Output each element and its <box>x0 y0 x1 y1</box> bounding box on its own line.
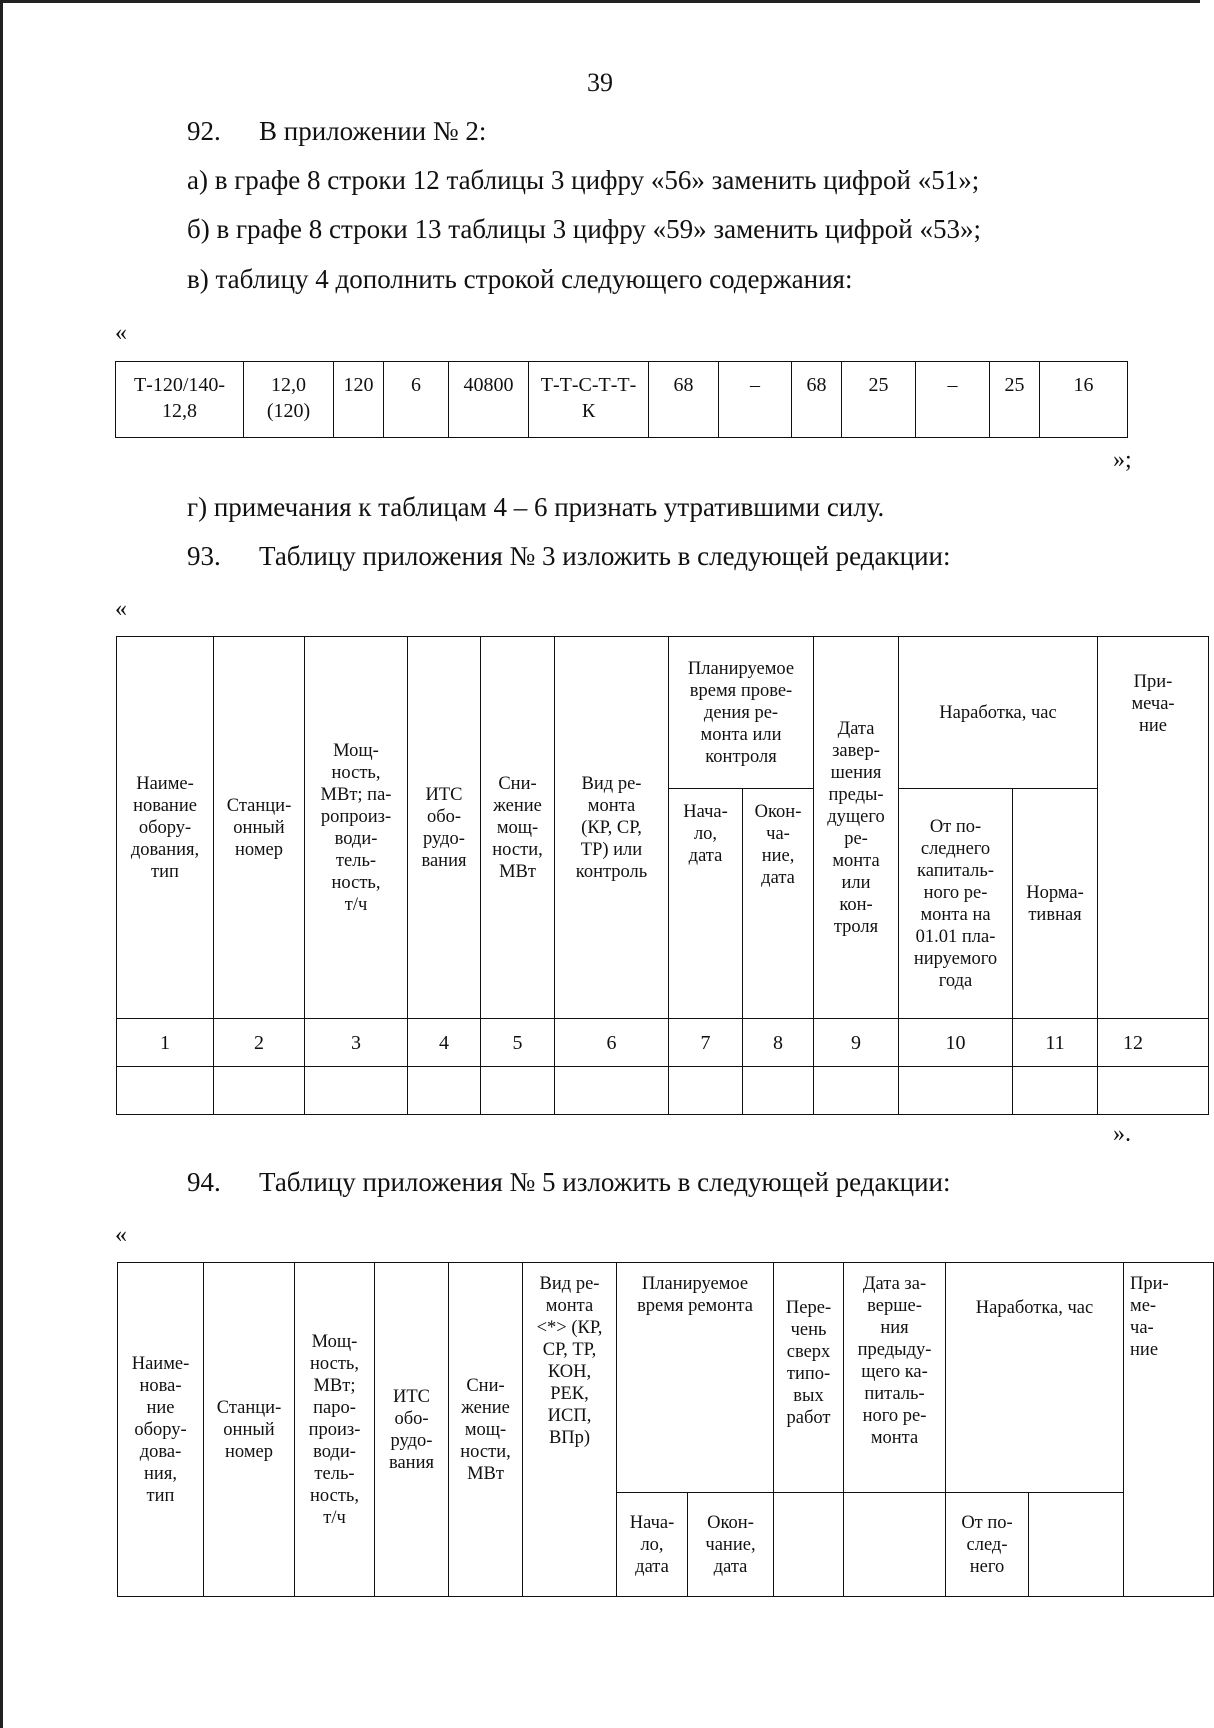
close-quote-93: ». <box>1113 1121 1131 1147</box>
header-station-number <box>204 1263 295 1597</box>
header-text: Наработка, час <box>939 702 1057 723</box>
col-number <box>743 1019 814 1067</box>
empty-cell <box>1029 1493 1124 1597</box>
cell <box>649 362 719 438</box>
close-quote-92: »; <box>1113 447 1132 473</box>
cell <box>842 362 916 438</box>
item-92-b: б) в графе 8 строки 13 таблицы 3 цифру «59» заменить цифрой «53»; <box>187 214 981 244</box>
header-text: Норма- тивная <box>1026 882 1084 925</box>
col-number <box>814 1019 899 1067</box>
header-its <box>408 637 481 1019</box>
header-text: Пере- чень сверх типо- вых работ <box>785 1298 832 1428</box>
header-text: ИТС обо- рудо- вания <box>388 1386 434 1473</box>
item-92-v: в) таблицу 4 дополнить строкой следующего содержания: <box>187 264 853 294</box>
col-number <box>117 1019 214 1067</box>
cell-text: 16 <box>1073 374 1094 396</box>
header-operating-hours <box>946 1263 1124 1493</box>
table-3-clip <box>116 636 1175 1118</box>
col-number <box>1013 1019 1098 1067</box>
col-number <box>214 1019 305 1067</box>
cell <box>792 362 842 438</box>
col-number-text: 3 <box>351 1031 361 1054</box>
header-planned-time <box>617 1263 774 1493</box>
item-94-number: 94. <box>187 1167 221 1197</box>
item-92-heading <box>187 116 486 147</box>
table-5-clip <box>117 1262 1169 1602</box>
header-equipment <box>118 1263 204 1597</box>
header-prev-completion-date <box>844 1263 946 1493</box>
cell-type <box>116 362 244 438</box>
cell <box>719 362 792 438</box>
header-text: Станци- онный номер <box>226 795 292 860</box>
item-92-text: В приложении № 2: <box>259 116 487 146</box>
col-number-text: 12 <box>1123 1031 1144 1054</box>
empty-cell <box>214 1067 305 1115</box>
item-92-a: а) в графе 8 строки 12 таблицы 3 цифру «56» заменить цифрой «51»; <box>187 165 980 195</box>
open-quote-92: « <box>115 320 127 346</box>
table-3-number-row <box>117 1019 1209 1067</box>
header-text: Станци- онный номер <box>216 1397 282 1462</box>
header-text: Планируемое время прове- дения ре- монта или контроля <box>687 658 795 767</box>
col-number <box>481 1019 555 1067</box>
header-start-date <box>669 789 743 1019</box>
empty-cell <box>774 1493 844 1597</box>
item-94-heading <box>187 1167 950 1198</box>
cell-text: 68 <box>673 374 694 396</box>
cell <box>916 362 990 438</box>
item-93-text: Таблицу приложения № 3 изложить в следующей редакции: <box>259 541 951 571</box>
col-number <box>305 1019 408 1067</box>
header-text: Нача- ло, дата <box>683 802 728 866</box>
col-number-text: 1 <box>160 1031 170 1054</box>
page-border-top <box>0 0 1200 3</box>
col-number-text: 7 <box>700 1031 711 1054</box>
empty-cell <box>481 1067 555 1115</box>
empty-cell <box>669 1067 743 1115</box>
cell-text: 25 <box>1004 374 1025 396</box>
empty-cell <box>305 1067 408 1115</box>
empty-cell <box>743 1067 814 1115</box>
cell-text: 68 <box>806 374 827 396</box>
item-93-number: 93. <box>187 541 221 571</box>
cell-text: Т-Т-С-Т-Т- К <box>540 374 637 422</box>
header-text: Мощ- ность, МВт; паро- произ- води- тель- ность, т/ч <box>308 1331 361 1528</box>
header-station-number <box>214 637 305 1019</box>
cell-text: 25 <box>868 374 889 396</box>
header-text: Вид ре- монта (КР, СР, ТР) или контроль <box>575 773 648 882</box>
empty-cell <box>814 1067 899 1115</box>
col-number-text: 11 <box>1045 1031 1065 1054</box>
page-border-left <box>0 0 3 1728</box>
header-since-last-repair <box>899 789 1013 1019</box>
table-appendix-5 <box>117 1262 1214 1597</box>
col-number <box>1098 1019 1209 1067</box>
header-planned-time <box>669 637 814 789</box>
item-93-heading <box>187 541 950 572</box>
header-text: Планируемое время ремонта <box>637 1274 753 1316</box>
empty-cell <box>899 1067 1013 1115</box>
open-quote-94: « <box>115 1222 127 1248</box>
cell <box>990 362 1040 438</box>
open-quote-93: « <box>115 596 127 622</box>
cell-text: Т-120/140- 12,8 <box>133 374 226 422</box>
header-text: При- меча- ние <box>1131 672 1175 736</box>
header-end-date <box>743 789 814 1019</box>
item-94-text: Таблицу приложения № 5 изложить в следующей редакции: <box>259 1167 951 1197</box>
cell <box>384 362 449 438</box>
empty-cell <box>1013 1067 1098 1115</box>
col-number-text: 6 <box>606 1031 617 1054</box>
col-number <box>408 1019 481 1067</box>
col-number-text: 8 <box>773 1031 783 1054</box>
header-prev-completion-date <box>814 637 899 1019</box>
header-text: Наработка, час <box>975 1298 1094 1318</box>
cell-text: 6 <box>411 374 421 396</box>
item-92-g: г) примечания к таблицам 4 – 6 признать утратившими силу. <box>187 492 885 522</box>
cell <box>1040 362 1128 438</box>
col-number-text: 9 <box>851 1031 862 1054</box>
empty-cell <box>408 1067 481 1115</box>
header-equipment <box>117 637 214 1019</box>
col-number-text: 5 <box>512 1031 523 1054</box>
header-text: Окон- чание, дата <box>705 1512 756 1577</box>
cell <box>449 362 529 438</box>
header-capacity-reduction <box>449 1263 523 1597</box>
header-since-last <box>946 1493 1029 1597</box>
col-number-text: 10 <box>945 1031 966 1054</box>
table-5-header-row-1 <box>118 1263 1214 1493</box>
header-extra-works <box>774 1263 844 1493</box>
cell <box>334 362 384 438</box>
empty-cell <box>117 1067 214 1115</box>
header-note <box>1124 1263 1214 1597</box>
col-number-text: 4 <box>439 1031 449 1054</box>
header-repair-type <box>523 1263 617 1597</box>
cell-text: 120 <box>343 374 374 396</box>
header-capacity-reduction <box>481 637 555 1019</box>
header-text: Нача- ло, дата <box>629 1512 675 1577</box>
table-appendix-3 <box>116 636 1209 1115</box>
header-text: От по- след- него <box>961 1512 1013 1577</box>
header-note <box>1098 637 1209 1019</box>
empty-cell <box>844 1493 946 1597</box>
cell-text: – <box>750 374 760 396</box>
header-text: Сни- жение мощ- ности, МВт <box>492 773 543 882</box>
cell <box>529 362 649 438</box>
item-92-number: 92. <box>187 116 221 146</box>
empty-cell <box>555 1067 669 1115</box>
cell-text: 12,0 (120) <box>266 374 311 422</box>
header-text: Дата завер- шения преды- дущего ре- монта или кон- троля <box>827 718 885 937</box>
header-normative <box>1013 789 1098 1019</box>
header-text: Окон- ча- ние, дата <box>754 802 802 888</box>
header-text: Вид ре- монта <*> (КР, СР, ТР, КОН, РЕК, ИСП, ВПр) <box>536 1274 603 1448</box>
header-text: От по- следнего капиталь- ного ре- монта на 01.01 пла- нируемого года <box>913 816 998 991</box>
header-text: Дата за- верше- ния предыду- щего ка- питаль- ного ре- монта <box>857 1274 932 1448</box>
col-number <box>669 1019 743 1067</box>
table-4-new-row <box>115 361 1128 438</box>
col-number <box>899 1019 1013 1067</box>
col-number-text: 2 <box>254 1031 264 1054</box>
header-text: ИТС обо- рудо- вания <box>421 784 467 871</box>
header-capacity <box>305 637 408 1019</box>
col-number <box>555 1019 669 1067</box>
cell-text: – <box>947 374 958 396</box>
header-repair-type <box>555 637 669 1019</box>
header-start-date <box>617 1493 688 1597</box>
cell-text: 40800 <box>463 374 514 396</box>
table-3-empty-row <box>117 1067 1209 1115</box>
empty-cell <box>1098 1067 1209 1115</box>
header-end-date <box>688 1493 774 1597</box>
header-text: Сни- жение мощ- ности, МВт <box>460 1375 511 1484</box>
header-text: Мощ- ность, МВт; па- ропроиз- води- тель- ность, т/ч <box>320 740 392 915</box>
header-text: Наиме- нова- ние обору- дова- ния, тип <box>131 1353 190 1506</box>
page-number: 39 <box>587 68 613 97</box>
table-3-header-row-1 <box>117 637 1209 789</box>
table-row <box>116 362 1128 438</box>
header-capacity <box>295 1263 375 1597</box>
header-its <box>375 1263 449 1597</box>
cell <box>244 362 334 438</box>
header-text: При- ме- ча- ние <box>1130 1274 1169 1360</box>
header-text: Наиме- нование обору- дования, тип <box>130 773 200 882</box>
header-operating-hours <box>899 637 1098 789</box>
